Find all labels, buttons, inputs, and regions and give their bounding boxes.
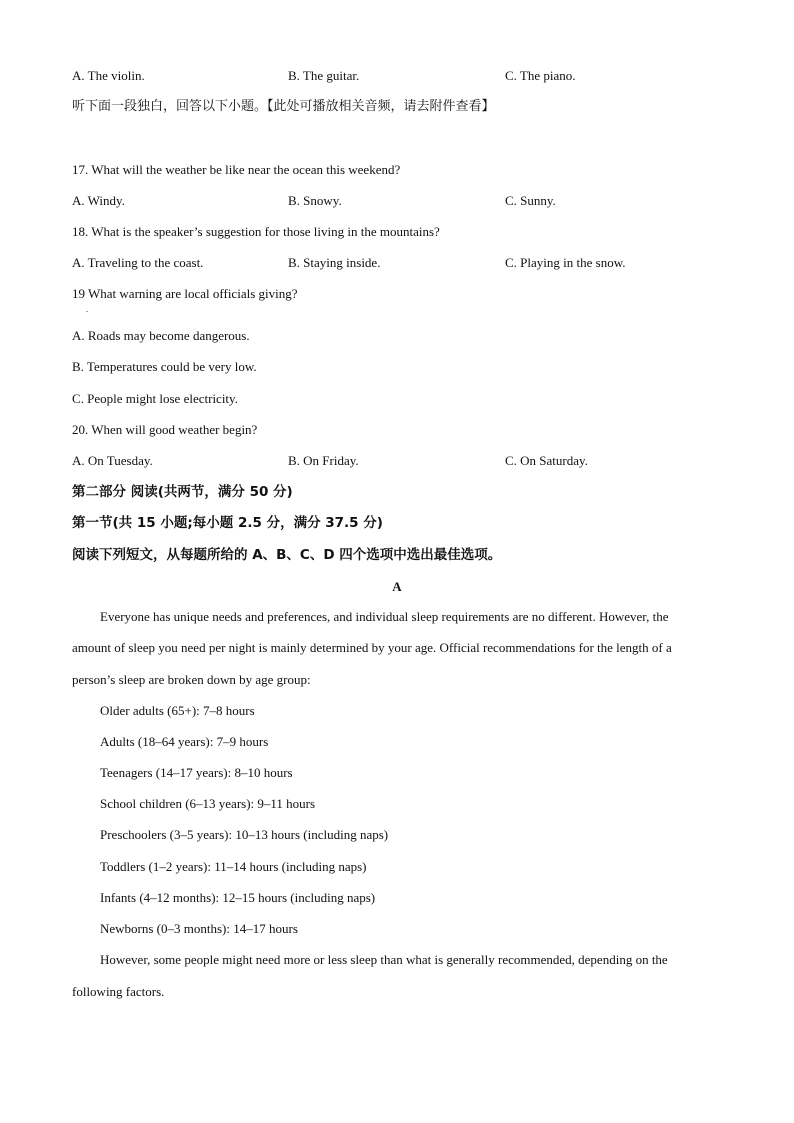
reading-instruction: 阅读下列短文，从每题所给的 A、B、C、D 四个选项中选出最佳选项。 <box>72 547 502 563</box>
age-group-item: Preschoolers (3–5 years): 10–13 hours (including naps) <box>100 827 389 842</box>
passage-closing-line-2: following factors. <box>72 984 165 999</box>
part2-heading: 第二部分 阅读(共两节，满分 50 分) <box>72 484 293 500</box>
age-group-item: Teenagers (14–17 years): 8–10 hours <box>100 765 293 780</box>
passage-intro-line-3: person’s sleep are broken down by age group: <box>72 672 311 687</box>
q16-option-a: A. The violin. <box>72 68 145 83</box>
section1-heading: 第一节(共 15 小题;每小题 2.5 分，满分 37.5 分) <box>72 515 383 531</box>
q17-option-b: B. Snowy. <box>288 193 342 208</box>
q20-option-c: C. On Saturday. <box>505 453 588 468</box>
q16-option-b: B. The guitar. <box>288 68 360 83</box>
q20-option-b: B. On Friday. <box>288 453 359 468</box>
q19-option-c: C. People might lose electricity. <box>72 391 238 406</box>
question-17-stem: 17. What will the weather be like near the ocean this weekend? <box>72 162 401 177</box>
question-20-stem: 20. When will good weather begin? <box>72 422 258 437</box>
q19-option-a: A. Roads may become dangerous. <box>72 328 250 343</box>
q18-option-a: A. Traveling to the coast. <box>72 255 204 270</box>
age-group-item: Adults (18–64 years): 7–9 hours <box>100 734 269 749</box>
q17-option-a: A. Windy. <box>72 193 125 208</box>
q20-option-a: A. On Tuesday. <box>72 453 153 468</box>
q18-option-c: C. Playing in the snow. <box>505 255 626 270</box>
question-18-stem: 18. What is the speaker’s suggestion for those living in the mountains? <box>72 224 440 239</box>
age-group-item: Infants (4–12 months): 12–15 hours (including naps) <box>100 890 376 905</box>
age-group-item: School children (6–13 years): 9–11 hours <box>100 796 316 811</box>
passage-intro-line-2: amount of sleep you need per night is mainly determined by your age. Official recommendations for the length of a <box>72 640 672 655</box>
age-group-item: Older adults (65+): 7–8 hours <box>100 703 255 718</box>
passage-closing-line-1: However, some people might need more or less sleep than what is generally recommended, depending on the <box>100 952 668 967</box>
listening-instruction: 听下面一段独白，回答以下小题。【此处可播放相关音频，请去附件查看】 <box>72 99 495 114</box>
q17-option-c: C. Sunny. <box>505 193 556 208</box>
q16-option-c: C. The piano. <box>505 68 576 83</box>
age-group-item: Toddlers (1–2 years): 11–14 hours (including naps) <box>100 859 367 874</box>
passage-intro-line-1: Everyone has unique needs and preferences, and individual sleep requirements are no different. However, the <box>100 609 669 624</box>
q18-option-b: B. Staying inside. <box>288 255 381 270</box>
passage-title: A <box>392 579 402 594</box>
question-19-stem: 19 What warning are local officials giving? <box>72 286 298 301</box>
q19-option-b: B. Temperatures could be very low. <box>72 359 257 374</box>
age-group-item: Newborns (0–3 months): 14–17 hours <box>100 921 298 936</box>
stray-dot-mark: . <box>86 305 88 314</box>
